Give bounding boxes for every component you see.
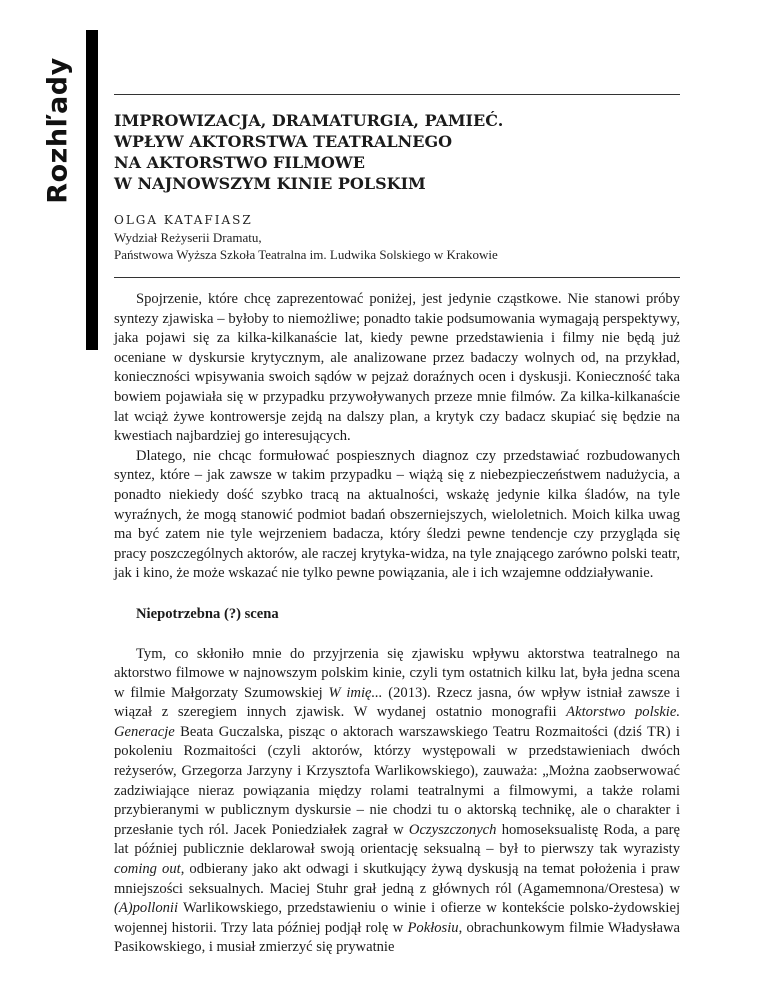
text-run: Beata Guczalska, pisząc o aktorach warszawskiego Teatru Rozmaitości (dziś TR) i pokoleniu Rozmaitości (czyli aktorów, którzy występowali w przedstawieniach dwóch reżyserów, Grzegorza Jarzyny i Krzysztofa Warlikowskiego), zauważa: „Można zaobserwować zadziwiające nieraz powiązania między rolami teatralnymi a filmowymi, a także rolami przybieranymi w publicznym dyskursie – nie chodzi tu o aktorską technikę, ale o charakter i przesłanie tych ról. Jacek Poniedziałek zagrał w: [114, 723, 680, 838]
title-line: NA AKTORSTWO FILMOWE: [114, 153, 365, 172]
text-run: (2013). Rzecz jasna, ów wpływ istniał zawsze i wiązał z szeregiem innych zjawisk. W wydanej ostatnio monografii: [114, 684, 680, 721]
author-affiliation: [114, 229, 680, 263]
book-title: Aktorstwo polskie. Generacje: [114, 704, 680, 740]
paragraph: Spojrzenie, które chcę zaprezentować poniżej, jest jedynie cząstkowe. Nie stanowi próby syntezy zjawiska – byłoby to niemożliwe; ponadto takie podsumowania wymagają perspektywy, jaka pojawi się za kilka-kilkanaście lat, kiedy pewne przedstawienia i filmy nie będą już oceniane w dyskursie krytycznym, ale analizowane przez badaczy wolnych od, na przykład, konieczności wpisywania swoich sądów w pejzaż doraźnych ocen i dyskusji. Konieczność taka bowiem pojawiała się w przypadku przywoływanych przeze mnie filmów. Za kilka-kilkanaście lat wciąż żywe kontrowersje zejdą na dalszy plan, a krytyk czy badacz skupiać się będzie na kwestiach najbardziej go interesujących.: [114, 291, 680, 445]
film-title: Pokłosiu: [407, 919, 459, 936]
title-line: IMPROWIZACJA, DRAMATURGIA, PAMIEĆ.: [114, 111, 504, 130]
text-run: , obrachunkowym filmie Władysława Pasikowskiego, i musiał zmierzyć się prywatnie: [114, 919, 680, 956]
title-line: W NAJNOWSZYM KINIE POLSKIM: [114, 174, 426, 193]
play-title: Oczyszczonych: [408, 821, 497, 838]
author-name: OLGA KATAFIASZ: [114, 213, 253, 227]
text-run: Tym, co skłoniło mnie do przyjrzenia się zjawisku wpływu aktorstwa teatralnego na aktorstwo filmowe w najnowszym polskim kinie, czyli tym ostatnich kilku lat, była jedna scena w filmie Małgorzaty Szumowskiej: [114, 645, 680, 701]
affiliation-line: Wydział Reżyserii Dramatu,: [114, 230, 262, 245]
text-run: homoseksualistę Roda, a parę lat później publicznie deklarował swoją orientację seksualną – był to pierwszy tak wyrazisty: [114, 821, 680, 858]
section-heading: Niepotrzebna (?) scena: [136, 605, 279, 622]
italic-term: coming out: [114, 861, 181, 878]
separator-rule: [114, 277, 680, 278]
paragraph: Dlatego, nie chcąc formułować pospiesznych diagnoz czy przedstawiać rozbudowanych syntez, które – jak zawsze w takim przypadku – wiążą się z niebezpieczeństwem nadużycia, a ponadto niekiedy dość szybko tracą na aktualności, wskażę jedynie kilka śladów, na tyle wyraźnych, że mogą stanowić podmiot badań obszerniejszych, wieloletnich. Moich kilka uwag ma być zatem nie tyle wejrzeniem badacza, który śledzi pewne tendencje czy przygląda się pracy poszczególnych aktorów, ale raczej krytyka-widza, na tyle znającego zarówno polski teatr, jak i kino, że może wskazać nie tylko pewne powiązania, ale i ich wzajemne oddziaływanie.: [114, 447, 680, 582]
article-body: [114, 290, 680, 958]
title-line: WPŁYW AKTORSTWA TEATRALNEGO: [114, 132, 453, 151]
section-label-text: Rozhľady: [42, 56, 74, 204]
affiliation-line: Państwowa Wyższa Szkoła Teatralna im. Ludwika Solskiego w Krakowie: [114, 247, 498, 262]
text-run: Warlikowskiego, przedstawieniu o winie i ofierze w kontekście polsko-żydowskiej wojennej historii. Trzy lata później podjął rolę w: [114, 900, 680, 936]
paragraph: [114, 645, 680, 959]
film-title: W imię...: [328, 684, 383, 701]
text-run: , odbierany jako akt odwagi i skutkujący żywą dyskusją na temat położenia i praw mniejszości seksualnych. Maciej Stuhr grał jedną z głównych ról (Agamemnona/Orestesa) w: [114, 861, 680, 897]
article-title: [114, 110, 680, 194]
top-rule: [114, 94, 680, 95]
play-title: (A)pollonii: [114, 900, 179, 917]
article: [114, 94, 680, 958]
section-bar: [86, 30, 98, 350]
section-label: [30, 30, 86, 230]
